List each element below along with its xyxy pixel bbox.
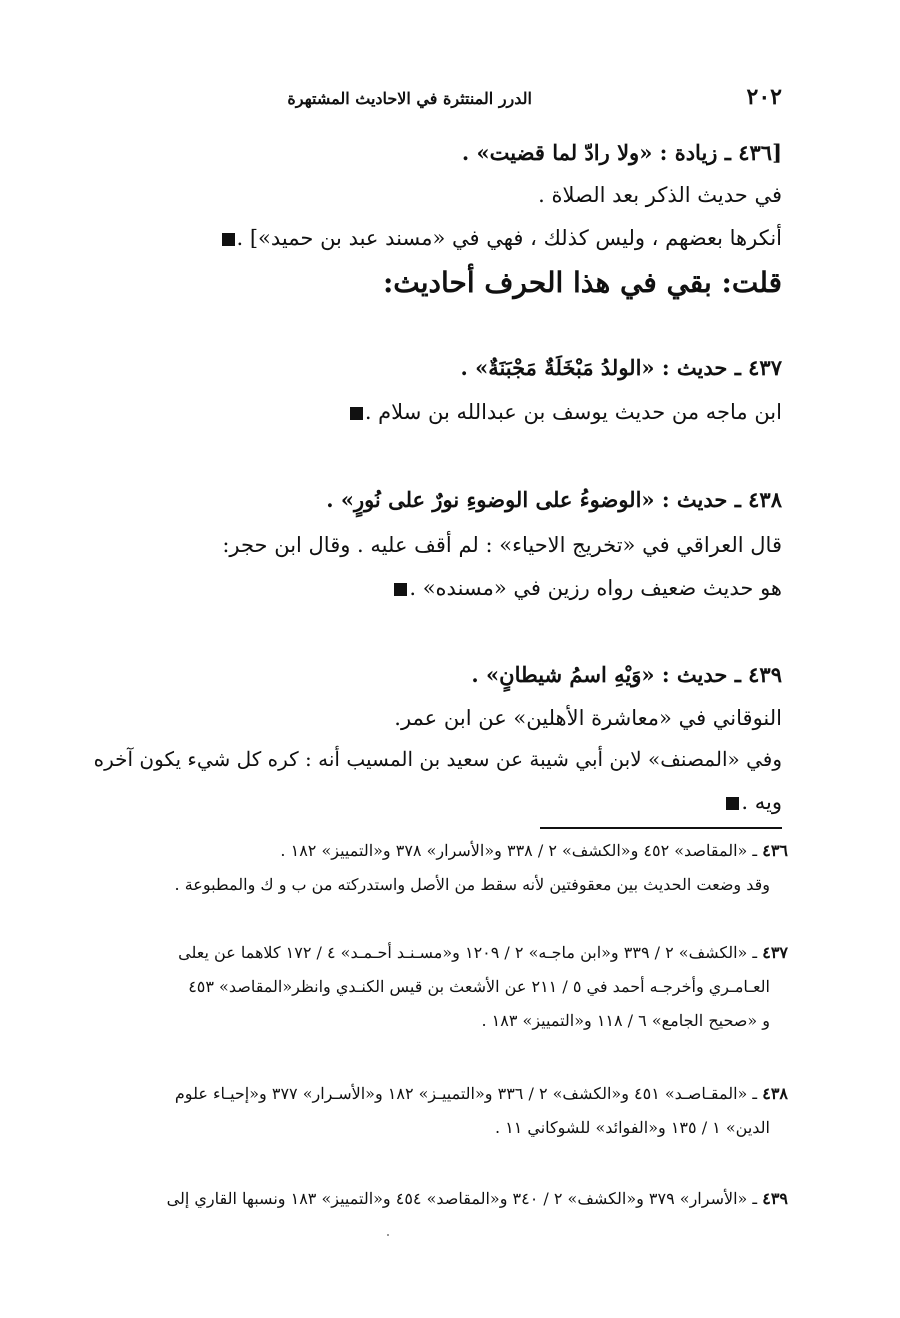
footnote-number: ٤٣٨ xyxy=(762,1084,788,1103)
hadith-quote: «الوضوءُ على الوضوءِ نورٌ على نُورٍ» xyxy=(340,487,655,512)
footnote-number: ٤٣٩ xyxy=(762,1189,788,1208)
entry-number-label: ٤٣٩ ـ حديث : xyxy=(661,662,782,687)
hadith-quote: «الولدُ مَبْخَلَةٌ مَجْبَنَةٌ» xyxy=(475,355,655,380)
end-mark-icon xyxy=(394,583,407,596)
entry-438-heading xyxy=(326,487,782,512)
footnote-number: ٤٣٧ xyxy=(762,943,788,962)
scan-speck xyxy=(387,1234,389,1236)
running-title: الدرر المنتثرة في الاحاديث المشتهرة xyxy=(287,89,532,108)
section-heading: قلت: بقي في هذا الحرف أحاديث: xyxy=(382,266,782,299)
entry-436-line-1: في حديث الذكر بعد الصلاة . xyxy=(538,183,782,207)
heading-end-period: . xyxy=(461,140,470,165)
entry-437-line-1 xyxy=(346,400,782,425)
entry-438-line-1: قال العراقي في «تخريج الاحياء» : لم أقف عليه . وقال ابن حجر: xyxy=(222,533,782,557)
footnote-436 xyxy=(86,834,788,902)
entry-439-heading xyxy=(471,662,782,687)
footnote-line: و «صحيح الجامع» ٦ / ١١٨ و«التمييز» ١٨٣ . xyxy=(481,1011,770,1030)
page-header xyxy=(118,84,782,120)
footnote-text: ـ «الأسرار» ٣٧٩ و«الكشف» ٢ / ٣٤٠ و«المقاصد» ٤٥٤ و«التمييز» ١٨٣ ونسبها القاري إلى xyxy=(166,1189,758,1208)
heading-end-period: . xyxy=(471,662,479,687)
hadith-quote: «ولا رادّ لما قضيت» xyxy=(476,140,653,165)
footnote-line xyxy=(86,1182,788,1216)
entry-438-line-2 xyxy=(390,576,782,601)
end-mark-icon xyxy=(726,797,739,810)
entry-number-label: ٤٣٨ ـ حديث : xyxy=(661,487,782,512)
entry-number-label: [٤٣٦ ـ زيادة : xyxy=(659,140,782,165)
footnote-text: ـ «المقـاصـد» ٤٥١ و«الكشف» ٢ / ٣٣٦ و«التمييـز» ١٨٢ و«الأسـرار» ٣٧٧ و«إحيـاء علوم xyxy=(174,1084,758,1103)
hadith-quote: «وَيْهِ اسمُ شيطانٍ» xyxy=(486,662,655,687)
entry-436-line-2 xyxy=(218,226,782,251)
footnote-line: الدين» ١ / ١٣٥ و«الفوائد» للشوكاني ١١ . xyxy=(494,1118,770,1137)
footnote-text: ـ «المقاصد» ٤٥٢ و«الكشف» ٢ / ٣٣٨ و«الأسرار» ٣٧٨ و«التمييز» ١٨٢ . xyxy=(280,841,758,860)
footnote-line xyxy=(86,834,788,868)
page-number: ٢٠٢ xyxy=(746,84,782,110)
end-mark-icon xyxy=(222,233,235,246)
entry-439-line-2: وفي «المصنف» لابن أبي شيبة عن سعيد بن المسيب أنه : كره كل شيء يكون آخره xyxy=(93,747,782,771)
footnote-line xyxy=(86,1077,788,1111)
footnote-line xyxy=(86,936,788,970)
footnote-text: ـ «الكشف» ٢ / ٣٣٩ و«ابن ماجـه» ٢ / ١٢٠٩ و«مسـنـد أحـمـد» ٤ / ١٧٢ كلاهما عن يعلى xyxy=(178,943,758,962)
entry-439-line-1: النوقاني في «معاشرة الأهلين» عن ابن عمر. xyxy=(394,706,782,730)
footnote-438 xyxy=(86,1077,788,1145)
footnote-number: ٤٣٦ xyxy=(762,841,788,860)
entry-437-line-1-text: ابن ماجه من حديث يوسف بن عبدالله بن سلام . xyxy=(364,400,782,424)
entry-438-line-2-text: هو حديث ضعيف رواه رزين في «مسنده» . xyxy=(409,576,782,600)
entry-437-heading xyxy=(460,355,782,380)
footnote-439 xyxy=(86,1182,788,1216)
entry-436-line-2-text: أنكرها بعضهم ، وليس كذلك ، فهي في «مسند عبد بن حميد»] . xyxy=(236,226,782,250)
entry-number-label: ٤٣٧ ـ حديث : xyxy=(661,355,782,380)
entry-436-heading xyxy=(462,140,782,165)
footnote-line: وقد وضعت الحديث بين معقوفتين لأنه سقط من الأصل واستدركته من ب و ك والمطبوعة . xyxy=(174,875,770,894)
entry-439-line-3-text: ويه . xyxy=(741,790,782,814)
heading-end-period: . xyxy=(460,355,468,380)
footnote-437 xyxy=(86,936,788,1038)
end-mark-icon xyxy=(350,407,363,420)
footnote-line: العـامـري وأخرجـه أحمد في ٥ / ٢١١ عن الأشعث بن قيس الكنـدي وانظر«المقاصد» ٤٥٣ xyxy=(188,977,770,996)
entry-439-line-3 xyxy=(722,790,782,815)
footnote-separator xyxy=(540,827,782,829)
heading-end-period: . xyxy=(326,487,334,512)
